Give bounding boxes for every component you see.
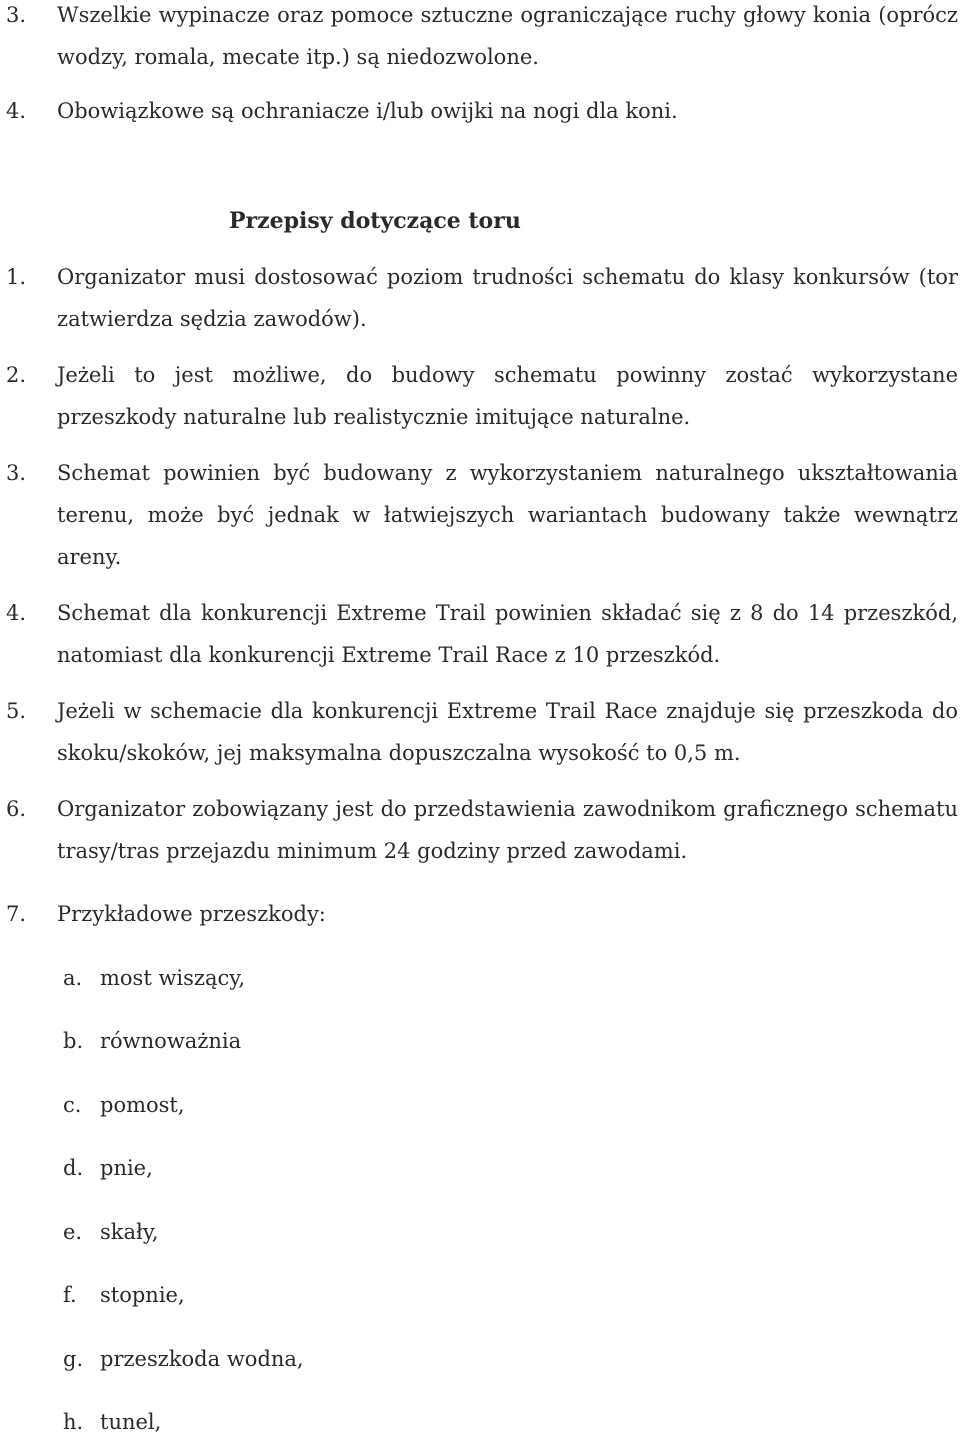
- list-text: Schemat dla konkurencji Extreme Trail powinien składać się z 8 do 14 przeszkód, natomiast dla konkurencji Extreme Trail Race z 10 przeszkód.: [57, 601, 958, 667]
- list-item: [0, 256, 958, 340]
- sub-list-letter: d.: [63, 1156, 84, 1180]
- list-item: [0, 90, 958, 132]
- sub-list-text: przeszkoda wodna,: [100, 1347, 304, 1371]
- list-item: [0, 893, 958, 935]
- list-number: 3.: [6, 3, 27, 27]
- sub-list-letter: a.: [63, 966, 83, 990]
- list-number: 3.: [6, 461, 27, 485]
- sub-list-letter: g.: [63, 1347, 84, 1371]
- sub-list-letter: b.: [63, 1029, 84, 1053]
- list-text: Wszelkie wypinacze oraz pomoce sztuczne ograniczające ruchy głowy konia (oprócz wodzy, romala, mecate itp.) są niedozwolone.: [57, 3, 958, 69]
- list-number: 4.: [6, 99, 27, 123]
- list-item: [0, 354, 958, 438]
- list-item: [0, 0, 958, 78]
- sub-list-text: pomost,: [100, 1093, 185, 1117]
- list-number: 2.: [6, 363, 27, 387]
- list-number: 7.: [6, 902, 27, 926]
- sub-list-text: stopnie,: [100, 1283, 185, 1307]
- list-number: 4.: [6, 601, 27, 625]
- sub-list-letter: e.: [63, 1220, 83, 1244]
- list-text: Obowiązkowe są ochraniacze i/lub owijki na nogi dla koni.: [57, 99, 678, 123]
- list-number: 6.: [6, 797, 27, 821]
- list-text: Przykładowe przeszkody:: [57, 902, 326, 926]
- sub-list-letter: h.: [63, 1410, 84, 1434]
- list-number: 1.: [6, 265, 27, 289]
- sub-list-text: równoważnia: [100, 1029, 242, 1053]
- list-text: Jeżeli w schemacie dla konkurencji Extreme Trail Race znajduje się przeszkoda do skoku/skoków, jej maksymalna dopuszczalna wysokość to 0,5 m.: [57, 699, 958, 765]
- list-number: 5.: [6, 699, 27, 723]
- sub-list-letter: c.: [63, 1093, 82, 1117]
- list-text: Organizator musi dostosować poziom trudności schematu do klasy konkursów (tor zatwierdza sędzia zawodów).: [57, 265, 958, 331]
- sub-list-text: most wiszący,: [100, 966, 246, 990]
- list-text: Jeżeli to jest możliwe, do budowy schematu powinny zostać wykorzystane przeszkody naturalne lub realistycznie imitujące naturalne.: [57, 363, 958, 429]
- list-item: [0, 592, 958, 676]
- sub-list-letter: f.: [63, 1283, 77, 1307]
- sub-list-text: tunel,: [100, 1410, 162, 1434]
- list-text: Organizator zobowiązany jest do przedstawienia zawodnikom graficznego schematu trasy/tras przejazdu minimum 24 godziny przed zawodami.: [57, 797, 958, 863]
- list-item: [0, 788, 958, 872]
- sub-list-text: pnie,: [100, 1156, 153, 1180]
- sub-list-text: skały,: [100, 1220, 159, 1244]
- list-text: Schemat powinien być budowany z wykorzystaniem naturalnego ukształtowania terenu, może być jednak w łatwiejszych wariantach budowany także wewnątrz areny.: [57, 461, 958, 569]
- list-item: [0, 452, 958, 578]
- section-title: Przepisy dotyczące toru: [229, 208, 521, 234]
- list-item: [0, 690, 958, 774]
